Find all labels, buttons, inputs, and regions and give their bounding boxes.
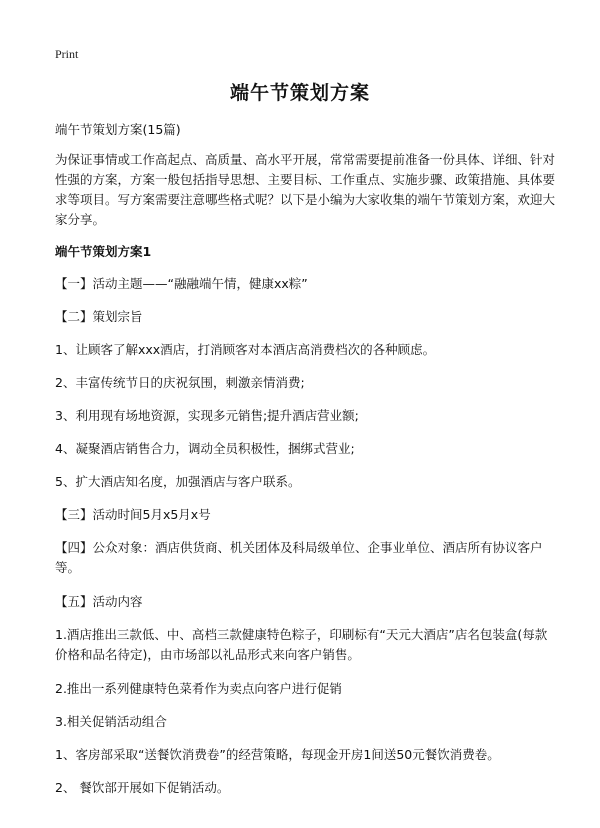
paragraph-audience: 【四】公众对象：酒店供货商、机关团体及科局级单位、企事业单位、酒店所有协议客户等。 <box>55 540 543 575</box>
paragraph-purpose-4: 4、凝聚酒店销售合力，调动全员积极性，捆绑式营业; <box>55 441 355 456</box>
paragraph-content-3: 3.相关促销活动组合 <box>55 714 167 729</box>
paragraph-content-1: 1.酒店推出三款低、中、高档三款健康特色粽子，印刷标有“天元大酒店”店名包装盒(每款价格和品名待定)，由市场部以礼品形式来向客户销售。 <box>55 627 548 662</box>
document-subtitle: 端午节策划方案(15篇) <box>55 122 181 137</box>
paragraph-purpose-2: 2、丰富传统节日的庆祝氛围，刺激亲情消费; <box>55 375 305 390</box>
paragraph-theme: 【一】活动主题——“融融端午情，健康xx粽” <box>55 276 308 291</box>
print-link[interactable]: Print <box>55 47 79 61</box>
paragraph-content-heading: 【五】活动内容 <box>55 594 143 609</box>
section-heading: 端午节策划方案1 <box>55 244 152 259</box>
paragraph-purpose-3: 3、利用现有场地资源，实现多元销售;提升酒店营业额; <box>55 408 359 423</box>
document-body <box>55 120 555 811</box>
paragraph-promo-2: 2、 餐饮部开展如下促销活动。 <box>55 780 230 795</box>
paragraph-promo-1: 1、客房部采取“送餐饮消费卷”的经营策略，每现金开房1间送50元餐饮消费卷。 <box>55 747 500 762</box>
intro-paragraph: 为保证事情或工作高起点、高质量、高水平开展，常常需要提前准备一份具体、详细、针对性强的方案，方案一般包括指导思想、主要目标、工作重点、实施步骤、政策措施、具体要求等项目。写方案需要注意哪些格式呢？以下是小编为大家收集的端午节策划方案，欢迎大家分享。 <box>55 152 556 227</box>
paragraph-purpose-1: 1、让顾客了解xxx酒店，打消顾客对本酒店高消费档次的各种顾虑。 <box>55 342 436 357</box>
paragraph-purpose-heading: 【二】策划宗旨 <box>55 309 143 324</box>
paragraph-content-2: 2.推出一系列健康特色菜肴作为卖点向客户进行促销 <box>55 681 342 696</box>
page-title: 端午节策划方案 <box>229 82 370 104</box>
paragraph-time: 【三】活动时间5月x5月x号 <box>55 507 211 522</box>
paragraph-purpose-5: 5、扩大酒店知名度，加强酒店与客户联系。 <box>55 474 301 489</box>
